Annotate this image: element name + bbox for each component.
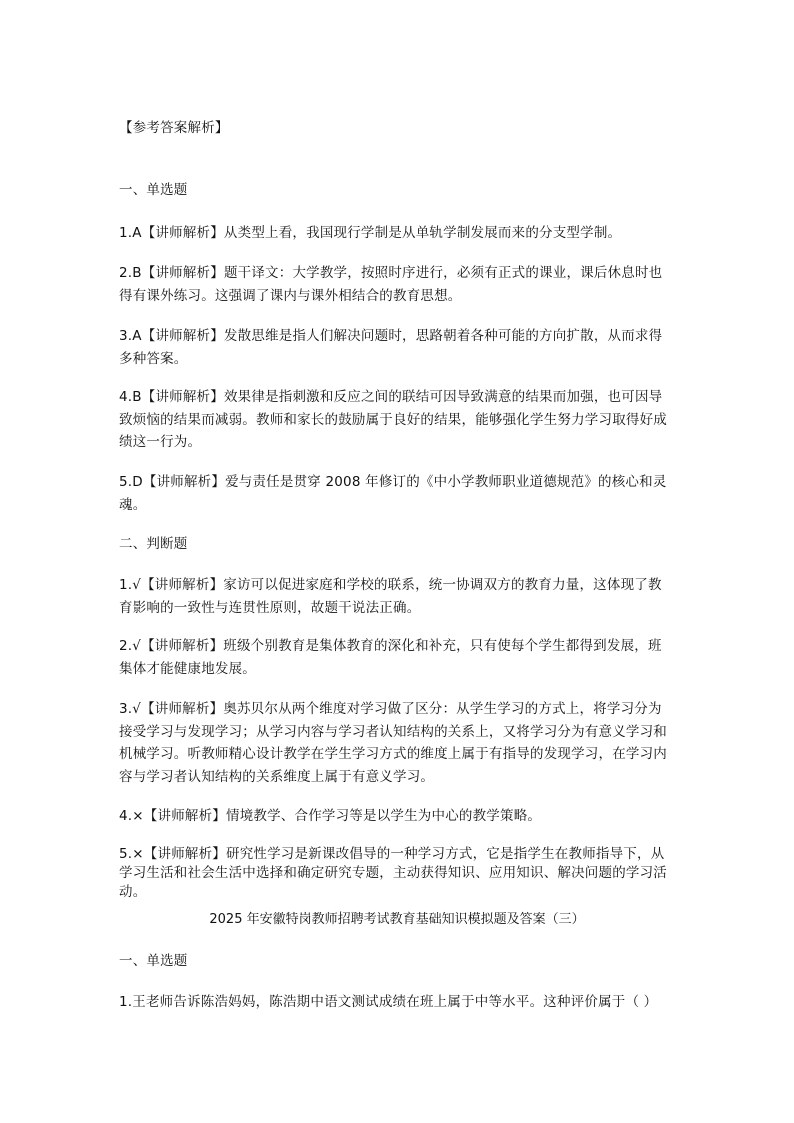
single-choice-answer-5: 5.D【讲师解析】爱与责任是贯穿 2008 年修订的《中小学教师职业道德规范》的核心和灵魂。 [119,474,667,513]
section-title-judgment: 二、判断题 [119,536,188,552]
judgment-answer-3: 3.√【讲师解析】奥苏贝尔从两个维度对学习做了区分：从学生学习的方式上，将学习分为接受学习与发现学习；从学习内容与学习者认知结构的关系上，又将学习分为有意义学习和机械学习。听教师精心设计教学在学生学习方式的维度上属于有指导的发现学习，在学习内容与学习者认知结构的关系维度上属于有意义学习。 [119,701,667,785]
section-title-single-choice: 一、单选题 [119,182,188,198]
next-exam-title: 2025 年安徽特岗教师招聘考试教育基础知识模拟题及答案（三） [209,912,585,927]
judgment-answer-2: 2.√【讲师解析】班级个别教育是集体教育的深化和补充，只有使每个学生都得到发展，班集体才能健康地发展。 [119,638,662,677]
judgment-answer-4: 4.×【讲师解析】情境教学、合作学习等是以学生为中心的教学策略。 [119,808,542,824]
single-choice-answer-2: 2.B【讲师解析】题干译文：大学教学，按照时序进行，必须有正式的课业，课后休息时也得有课外练习。这强调了课内与课外相结合的教育思想。 [119,265,663,304]
judgment-answer-1: 1.√【讲师解析】家访可以促进家庭和学校的联系，统一协调双方的教育力量，这体现了教育影响的一致性与连贯性原则，故题干说法正确。 [119,577,662,616]
single-choice-answer-1: 1.A【讲师解析】从类型上看，我国现行学制是从单轨学制发展而来的分支型学制。 [119,225,622,241]
next-section-title: 一、单选题 [119,953,188,969]
single-choice-answer-4: 4.B【讲师解析】效果律是指刺激和反应之间的联结可因导致满意的结果而加强，也可因导致烦恼的结果而减弱。教师和家长的鼓励属于良好的结果，能够强化学生努力学习取得好成绩这一行为。 [119,389,667,450]
next-question-1: 1.王老师告诉陈浩妈妈，陈浩期中语文测试成绩在班上属于中等水平。这种评价属于（ ） [119,994,658,1010]
single-choice-answer-3: 3.A【讲师解析】发散思维是指人们解决问题时，思路朝着各种可能的方向扩散，从而求得多种答案。 [119,328,663,367]
answer-heading: 【参考答案解析】 [119,120,229,136]
judgment-answer-5: 5.×【讲师解析】研究性学习是新课改倡导的一种学习方式，它是指学生在教师指导下，从学习生活和社会生活中选择和确定研究专题，主动获得知识、应用知识、解决问题的学习活动。 [119,846,667,900]
